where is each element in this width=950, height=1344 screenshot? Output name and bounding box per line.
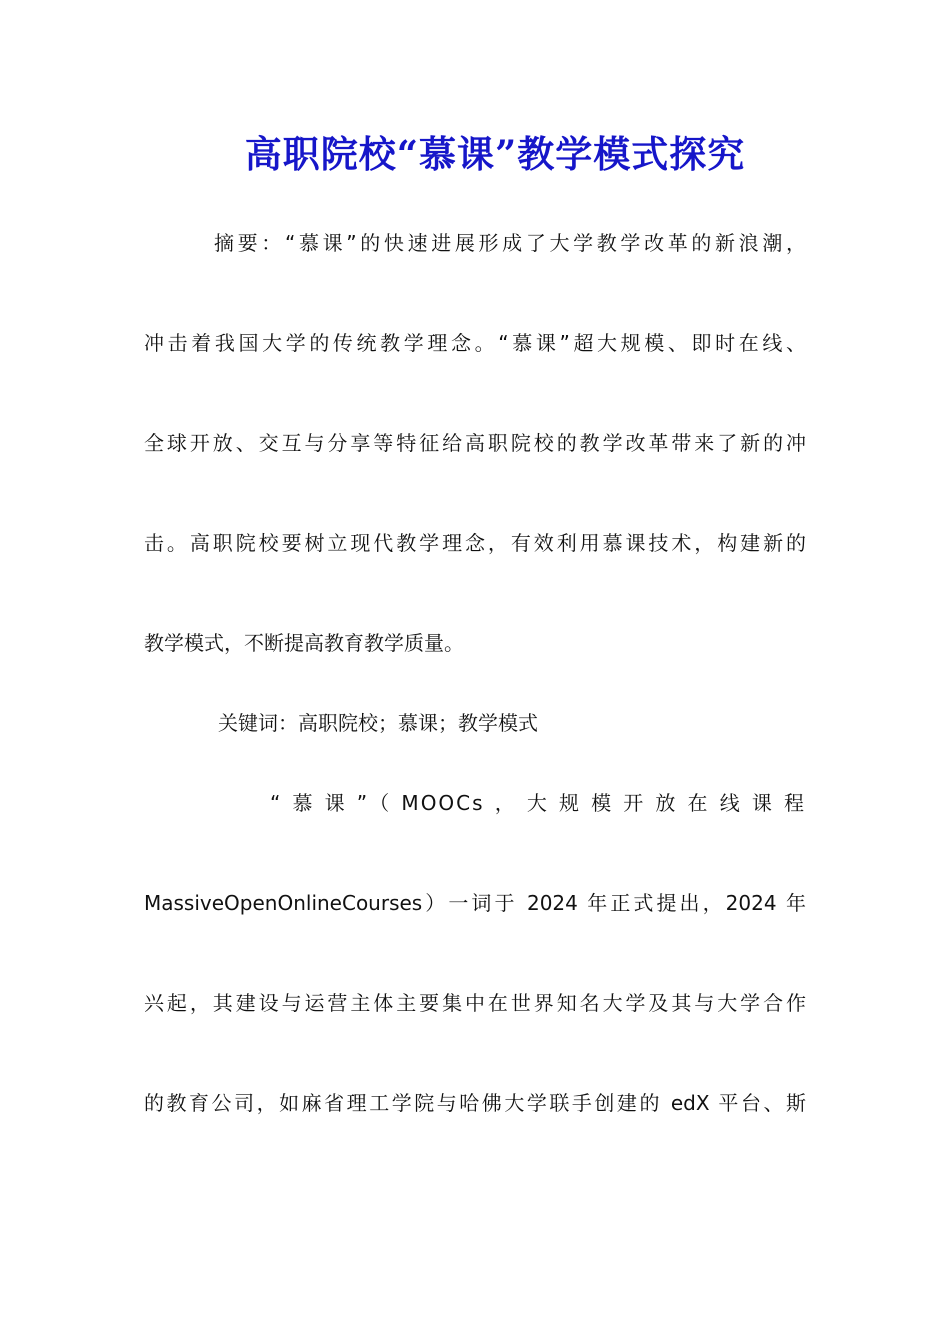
keywords-line: 关键词：高职院校；慕课；教学模式 (218, 711, 538, 735)
document-title: 高职院校“慕课”教学模式探究 (244, 132, 746, 176)
body-line-4: 的教育公司，如麻省理工学院与哈佛大学联手创建的 edX 平台、斯 (144, 1091, 806, 1115)
body-line-2: MassiveOpenOnlineCourses）一词于 2024 年正式提出，2024 年 (144, 891, 806, 915)
abstract-line-3: 全球开放、交互与分享等特征给高职院校的教学改革带来了新的冲 (144, 431, 806, 455)
abstract-line-2: 冲击着我国大学的传统教学理念。“慕课”超大规模、即时在线、 (144, 331, 806, 355)
body-line-3: 兴起，其建设与运营主体主要集中在世界知名大学及其与大学合作 (144, 991, 806, 1015)
body-line-1: “慕课”（MOOCs，大规模开放在线课程 (270, 791, 806, 815)
abstract-line-4: 击。高职院校要树立现代教学理念，有效利用慕课技术，构建新的 (144, 531, 806, 555)
abstract-line-1: 摘要：“慕课”的快速进展形成了大学教学改革的新浪潮， (214, 231, 806, 255)
abstract-line-5: 教学模式，不断提高教育教学质量。 (144, 631, 464, 655)
